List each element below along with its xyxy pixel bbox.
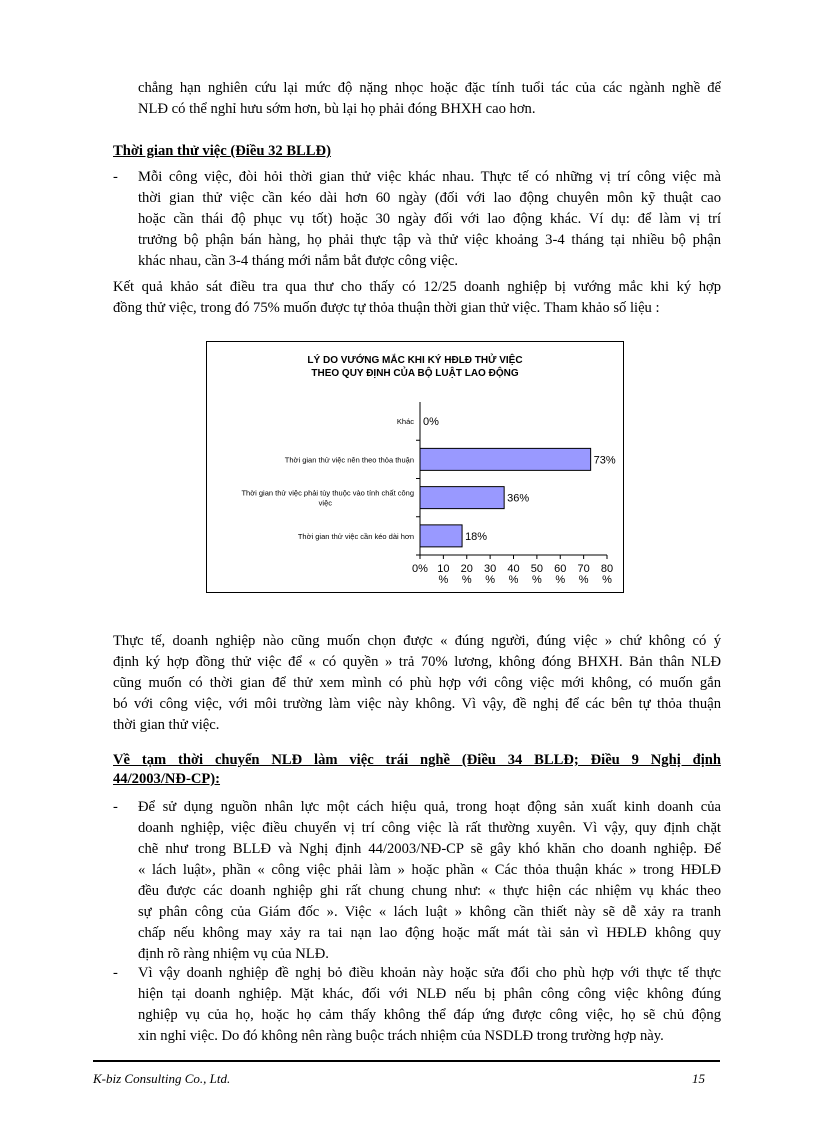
text-line: NLĐ có thể nghỉ hưu sớm hơn, bù lại họ phải đóng BHXH cao hơn.: [138, 101, 536, 117]
text-line: thời gian thử việc.: [113, 717, 220, 733]
survey-paragraph: [113, 277, 721, 319]
text-line: định ký hợp đồng thử việc để « có quyền » trả 70% lương, không đóng BHXH. Bản thân NLĐ: [113, 654, 721, 670]
text-line: chẽ như trong BLLĐ và Nghị định 44/2003/NĐ-CP sẽ gây khó khăn cho doanh nghiệp. Để: [138, 841, 721, 857]
text-line: cũng muốn có thời gian để thử xem mình có phù hợp với công việc mới không, có muốn gắn: [113, 675, 721, 691]
bullet-paragraph: [138, 963, 721, 1047]
footer-company: K-biz Consulting Co., Ltd.: [93, 1071, 231, 1086]
bar-data-label: 73%: [593, 454, 616, 467]
chart-title: LÝ DO VƯỚNG MẮC KHI KÝ HĐLĐ THỬ VIỆC: [307, 355, 523, 366]
x-tick-label: 30 %: [484, 563, 497, 586]
text-line: Để sử dụng nguồn nhân lực một cách hiệu quả, trong hoạt động sản xuất kinh doanh của: [138, 799, 721, 815]
text-line: khác nhau, cần 3-4 tháng mới nắm bắt được công việc.: [138, 253, 458, 269]
text-line: doanh nghiệp, việc điều chuyển vị trí công việc là rất thường xuyên. Vì vậy, quy định chặt: [138, 820, 721, 836]
x-tick-label: 60 %: [554, 563, 567, 586]
section-heading-line: Về tạm thời chuyển NLĐ làm việc trái nghề (Điều 34 BLLĐ; Điều 9 Nghị định: [113, 752, 721, 768]
x-tick-label: 0%: [412, 563, 428, 575]
text-line: chấp nếu không may xảy ra tai nạn lao động hoặc mất mát tài sản vì HĐLĐ không quy: [138, 925, 721, 941]
text-line: Kết quả khảo sát điều tra qua thư cho thấy có 12/25 doanh nghiệp bị vướng mắc khi ký hợp: [113, 279, 721, 295]
bullet-paragraph: [138, 167, 721, 272]
bullet-marker: -: [113, 965, 118, 981]
bar: [420, 525, 462, 547]
x-tick-label: 80 %: [600, 563, 614, 586]
chart-plot: [207, 342, 623, 592]
text-line: « lách luật», phần « công việc phải làm » hoặc phần « Các thỏa thuận khác » trong HĐLĐ: [138, 862, 721, 878]
bar-data-label: 0%: [423, 416, 439, 429]
category-label: Thời gian thử việc phải tùy thuộc vào tính chất công việc: [241, 488, 414, 508]
conclusion-paragraph: [113, 631, 721, 736]
x-tick-label: 10 %: [437, 563, 450, 586]
category-label: Thời gian thử việc nên theo thỏa thuận: [284, 455, 414, 465]
category-label: Thời gian thử việc cần kéo dài hơn: [297, 531, 414, 541]
text-line: đồng thử việc, trong đó 75% muốn được tự thỏa thuận thời gian thử việc. Tham khảo số liệu :: [113, 300, 660, 316]
intro-paragraph: [138, 78, 721, 120]
text-line: nghiệp vụ của họ, hoặc họ cảm thấy không thể đáp ứng được công việc, họ sẽ chủ động: [138, 1007, 721, 1023]
bar-data-label: 18%: [465, 530, 488, 543]
page-number: 15: [692, 1071, 705, 1086]
footer-rule: [93, 1060, 720, 1062]
text-line: thời gian thử việc cần kéo dài hơn 60 ngày (đối với lao động chuyên môn kỹ thuật cao: [138, 190, 721, 206]
text-line: đều được các doanh nghiệp ghi rất chung chung như: « thực hiện các nhiệm vụ khác theo: [138, 883, 721, 899]
bar: [420, 448, 591, 470]
section-heading: Thời gian thử việc (Điều 32 BLLĐ): [113, 143, 331, 159]
bar-chart: [206, 341, 624, 593]
text-line: hoặc cần thái độ phục vụ tốt) hoặc 30 ngày đối với lao động khác. Ví dụ: để làm vị trí: [138, 211, 721, 227]
bullet-marker: -: [113, 799, 118, 815]
text-line: Vì vậy doanh nghiệp đề nghị bỏ điều khoản này hoặc sửa đổi cho phù hợp với thực tế thực: [138, 965, 721, 981]
x-tick-label: 70 %: [577, 563, 590, 586]
text-line: Thực tế, doanh nghiệp nào cũng muốn chọn được « đúng người, đúng việc » chứ không có ý: [113, 633, 721, 649]
text-line: chẳng hạn nghiên cứu lại mức độ nặng nhọc hoặc đặc tính tuổi tác của các ngành nghề để: [138, 80, 721, 96]
text-line: định rõ ràng nhiệm vụ của NLĐ.: [138, 946, 329, 962]
x-tick-label: 40 %: [507, 563, 520, 586]
text-line: bó với công việc, với môi trường làm việc này không. Vì vậy, đề nghị để các bên tự thỏa thuận: [113, 696, 721, 712]
bar: [420, 487, 504, 509]
text-line: sự phân công của Giám đốc ». Việc « lách luật » không cần thiết này sẽ dễ xảy ra tranh: [138, 904, 721, 920]
bullet-marker: -: [113, 169, 118, 185]
chart-subtitle: THEO QUY ĐỊNH CỦA BỘ LUẬT LAO ĐỘNG: [311, 368, 519, 379]
text-line: Mỗi công việc, đòi hỏi thời gian thử việc khác nhau. Thực tế có những vị trí công việc mà: [138, 169, 721, 185]
bullet-paragraph: [138, 797, 721, 965]
section-heading-line: 44/2003/NĐ-CP):: [113, 771, 221, 787]
x-tick-label: 50 %: [530, 563, 543, 586]
category-label: Khác: [396, 417, 414, 427]
text-line: xin nghỉ việc. Do đó không nên ràng buộc trách nhiệm của NSDLĐ trong trường hợp này.: [138, 1028, 664, 1044]
x-tick-label: 20 %: [460, 563, 473, 586]
text-line: trưởng bộ phận bán hàng, họ phải thực tập và thử việc khoảng 3-4 tháng tại nhiều bộ phận: [138, 232, 721, 248]
text-line: hiện tại doanh nghiệp. Mặt khác, đối với NLĐ nếu bị phân công công việc không đúng: [138, 986, 721, 1002]
bar-data-label: 36%: [507, 492, 530, 505]
